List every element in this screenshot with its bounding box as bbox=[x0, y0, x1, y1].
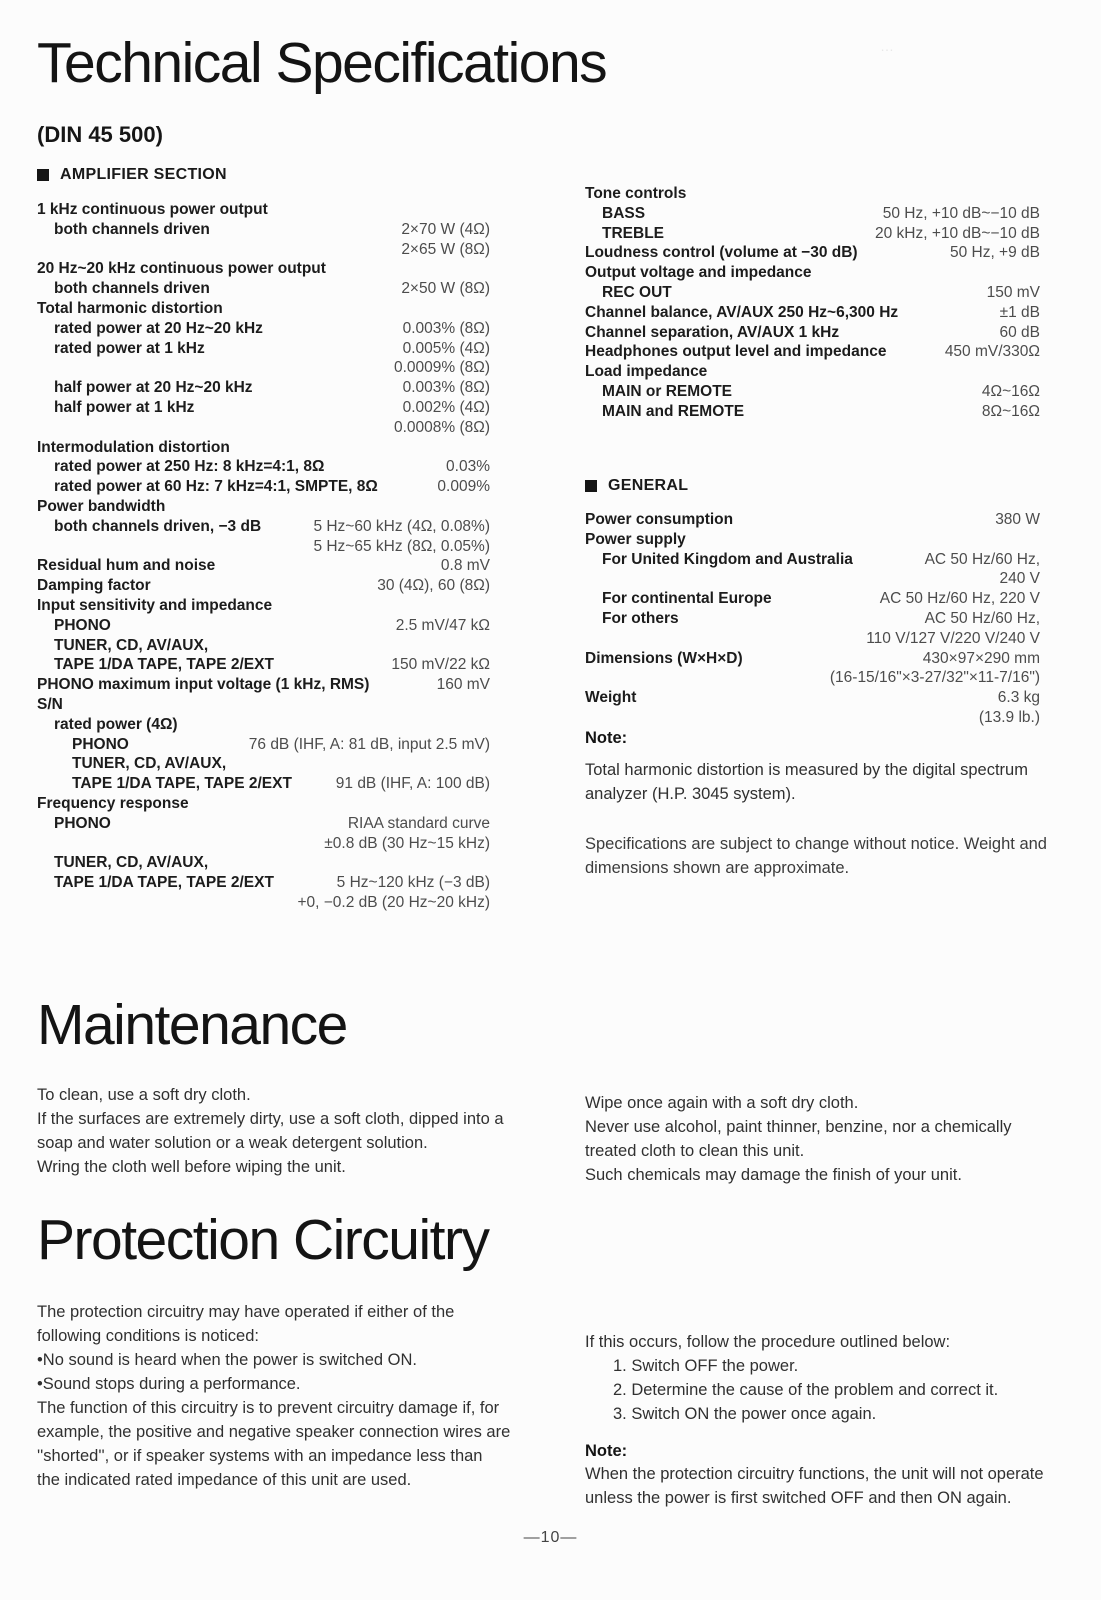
spec-row bbox=[37, 636, 490, 656]
text-line: •No sound is heard when the power is switched ON. bbox=[37, 1351, 417, 1369]
spec-label: Headphones output level and impedance bbox=[585, 343, 887, 361]
spec-row bbox=[37, 596, 490, 616]
spec-label: Frequency response bbox=[37, 794, 189, 812]
spec-label: half power at 1 kHz bbox=[54, 398, 195, 416]
spec-label: Total harmonic distortion bbox=[37, 299, 223, 317]
spec-value: (16-15/16"×3-27/32"×11-7/16") bbox=[829, 669, 1040, 687]
spec-row bbox=[37, 259, 490, 279]
spec-row bbox=[37, 556, 490, 576]
spec-label: Load impedance bbox=[585, 363, 708, 381]
maintenance-left-paragraph bbox=[37, 1083, 557, 1179]
spec-label: rated power (4Ω) bbox=[54, 715, 178, 733]
spec-label: MAIN and REMOTE bbox=[602, 402, 745, 420]
spec-value: 60 dB bbox=[999, 323, 1040, 341]
spec-label: PHONO bbox=[54, 814, 111, 832]
spec-row bbox=[37, 418, 490, 438]
spec-value: 380 W bbox=[995, 511, 1040, 528]
spec-row bbox=[37, 517, 490, 537]
spec-row bbox=[37, 695, 490, 715]
spec-value: +0, −0.2 dB (20 Hz~20 kHz) bbox=[297, 893, 490, 911]
text-line: 1. Switch OFF the power. bbox=[613, 1357, 799, 1375]
spec-label: Output voltage and impedance bbox=[585, 264, 812, 282]
text-line: Wring the cloth well before wiping the unit. bbox=[37, 1158, 346, 1176]
spec-row bbox=[585, 589, 1040, 609]
text-line: Total harmonic distortion is measured by the digital spectrum bbox=[585, 760, 1028, 779]
spec-label: TUNER, CD, AV/AUX, bbox=[72, 755, 227, 773]
spec-row bbox=[37, 893, 490, 913]
spec-value: 0.0008% (8Ω) bbox=[393, 418, 490, 436]
spec-row bbox=[37, 537, 490, 557]
spec-label: MAIN or REMOTE bbox=[602, 382, 733, 400]
spec-row bbox=[37, 774, 490, 794]
text-line: analyzer (H.P. 3045 system). bbox=[585, 784, 796, 803]
spec-row bbox=[585, 323, 1040, 343]
spec-row bbox=[37, 754, 490, 774]
spec-label: S/N bbox=[37, 695, 63, 713]
spec-row bbox=[585, 342, 1040, 362]
spec-row bbox=[37, 497, 490, 517]
spec-value: 430×97×290 mm bbox=[922, 649, 1040, 667]
spec-row bbox=[37, 240, 490, 260]
spec-label: BASS bbox=[602, 204, 646, 222]
text-line: treated cloth to clean this unit. bbox=[585, 1142, 805, 1160]
spec-value: 50 Hz, +9 dB bbox=[949, 244, 1040, 262]
spec-value: 91 dB (IHF, A: 100 dB) bbox=[335, 775, 490, 793]
spec-row bbox=[37, 279, 490, 299]
spec-row bbox=[585, 629, 1040, 649]
spec-label: For continental Europe bbox=[602, 590, 772, 608]
spec-value: 20 kHz, +10 dB~−10 dB bbox=[874, 224, 1040, 242]
spec-row bbox=[585, 402, 1040, 422]
spec-row bbox=[37, 675, 490, 695]
spec-label: Power bandwidth bbox=[37, 497, 166, 515]
din-standard-label: (DIN 45 500) bbox=[37, 122, 163, 147]
spec-row bbox=[585, 649, 1040, 669]
spec-label: Weight bbox=[585, 689, 637, 707]
protection-circuitry-title: Protection Circuitry bbox=[37, 1208, 489, 1272]
spec-label: 1 kHz continuous power output bbox=[37, 201, 268, 218]
spec-label: Input sensitivity and impedance bbox=[37, 596, 273, 614]
spec-row bbox=[37, 358, 490, 378]
text-line: dimensions shown are approximate. bbox=[585, 858, 850, 877]
spec-label: half power at 20 Hz~20 kHz bbox=[54, 379, 253, 397]
spec-row bbox=[37, 477, 490, 497]
spec-row bbox=[37, 814, 490, 834]
spec-value: 0.009% bbox=[437, 478, 490, 496]
amplifier-section-title: AMPLIFIER SECTION bbox=[60, 166, 227, 183]
text-line: •Sound stops during a performance. bbox=[37, 1375, 301, 1393]
spec-label: Residual hum and noise bbox=[37, 557, 216, 575]
text-line: 3. Switch ON the power once again. bbox=[613, 1405, 877, 1423]
spec-label: Dimensions (W×H×D) bbox=[585, 649, 743, 667]
spec-label: 20 Hz~20 kHz continuous power output bbox=[37, 260, 326, 278]
spec-row bbox=[37, 873, 490, 893]
spec-label: TAPE 1/DA TAPE, TAPE 2/EXT bbox=[72, 775, 292, 793]
text-line: The protection circuitry may have operated if either of the bbox=[37, 1303, 455, 1321]
spec-row bbox=[585, 204, 1040, 224]
text-line: Wipe once again with a soft dry cloth. bbox=[585, 1094, 859, 1112]
spec-label: rated power at 20 Hz~20 kHz bbox=[54, 319, 263, 337]
spec-row bbox=[37, 616, 490, 636]
spec-label: REC OUT bbox=[602, 283, 672, 301]
spec-label: TAPE 1/DA TAPE, TAPE 2/EXT bbox=[54, 656, 274, 674]
spec-value: 5 Hz~60 kHz (4Ω, 0.08%) bbox=[313, 517, 490, 535]
spec-value: 150 mV/22 kΩ bbox=[391, 656, 490, 674]
spec-value: AC 50 Hz/60 Hz, bbox=[924, 609, 1040, 627]
spec-label: Power consumption bbox=[585, 511, 734, 528]
spec-row bbox=[37, 319, 490, 339]
spec-label: Loudness control (volume at −30 dB) bbox=[585, 244, 858, 262]
spec-value: 8Ω~16Ω bbox=[981, 402, 1040, 420]
spec-value: 30 (4Ω), 60 (8Ω) bbox=[377, 577, 490, 595]
amplifier-specs-left-column bbox=[37, 200, 490, 913]
spec-row bbox=[37, 735, 490, 755]
spec-label: PHONO bbox=[72, 735, 129, 753]
spec-label: both channels driven, −3 dB bbox=[54, 517, 262, 535]
spec-value: 0.003% (8Ω) bbox=[402, 319, 490, 337]
protection-left-paragraph bbox=[37, 1300, 557, 1492]
spec-label: PHONO maximum input voltage (1 kHz, RMS) bbox=[37, 676, 370, 694]
text-line: Specifications are subject to change without notice. Weight and bbox=[585, 834, 1047, 853]
spec-value: (13.9 lb.) bbox=[978, 708, 1040, 726]
spec-row bbox=[37, 220, 490, 240]
spec-row bbox=[585, 303, 1040, 323]
text-line: If the surfaces are extremely dirty, use a soft cloth, dipped into a bbox=[37, 1110, 504, 1128]
text-line: Such chemicals may damage the finish of your unit. bbox=[585, 1166, 962, 1184]
spec-row bbox=[585, 184, 1040, 204]
spec-label: both channels driven bbox=[54, 220, 210, 238]
spec-row bbox=[585, 362, 1040, 382]
spec-label: TAPE 1/DA TAPE, TAPE 2/EXT bbox=[54, 874, 274, 892]
spec-label: PHONO bbox=[54, 616, 111, 634]
spec-row bbox=[37, 200, 490, 220]
spec-row bbox=[585, 243, 1040, 263]
spec-row bbox=[37, 794, 490, 814]
spec-row bbox=[585, 530, 1040, 550]
spec-value: 0.8 mV bbox=[440, 557, 490, 575]
maintenance-right-paragraph bbox=[585, 1091, 1065, 1187]
spec-row bbox=[37, 576, 490, 596]
spec-value: 150 mV bbox=[986, 283, 1040, 301]
specifications-disclaimer bbox=[585, 832, 1047, 880]
spec-row bbox=[37, 853, 490, 873]
spec-value: 76 dB (IHF, A: 81 dB, input 2.5 mV) bbox=[248, 735, 490, 753]
spec-value: 2×70 W (4Ω) bbox=[401, 220, 490, 238]
spec-value: 5 Hz~120 kHz (−3 dB) bbox=[336, 874, 490, 892]
page-number: —10— bbox=[523, 1529, 578, 1546]
spec-value: 0.002% (4Ω) bbox=[402, 398, 490, 416]
spec-row bbox=[37, 834, 490, 854]
spec-label: both channels driven bbox=[54, 280, 210, 298]
spec-label: Power supply bbox=[585, 530, 686, 548]
spec-row bbox=[37, 339, 490, 359]
protection-right-column bbox=[585, 1330, 1065, 1510]
general-section bbox=[585, 477, 1047, 880]
spec-value: 110 V/127 V/220 V/240 V bbox=[866, 629, 1040, 647]
spec-value: 2×65 W (8Ω) bbox=[401, 240, 490, 258]
spec-value: 2×50 W (8Ω) bbox=[401, 280, 490, 298]
spec-label: For United Kingdom and Australia bbox=[602, 550, 853, 568]
spec-value: 0.0009% (8Ω) bbox=[393, 359, 490, 377]
spec-row bbox=[585, 510, 1040, 530]
spec-row bbox=[37, 438, 490, 458]
spec-value: 4Ω~16Ω bbox=[981, 382, 1040, 400]
spec-label: For others bbox=[602, 609, 679, 627]
spec-value: 2.5 mV/47 kΩ bbox=[395, 616, 490, 634]
spec-value: 5 Hz~65 kHz (8Ω, 0.05%) bbox=[313, 537, 490, 555]
spec-value: 0.003% (8Ω) bbox=[402, 379, 490, 397]
spec-value: AC 50 Hz/60 Hz, bbox=[924, 550, 1040, 568]
spec-row bbox=[585, 688, 1040, 708]
spec-label: TREBLE bbox=[602, 224, 664, 242]
spec-value: 240 V bbox=[999, 570, 1040, 588]
section-square-icon bbox=[37, 169, 49, 181]
text-line: the indicated rated impedance of this unit are used. bbox=[37, 1471, 412, 1489]
protection-note-text bbox=[585, 1462, 1065, 1510]
text-line: soap and water solution or a weak detergent solution. bbox=[37, 1134, 428, 1152]
spec-row bbox=[37, 299, 490, 319]
spec-row bbox=[37, 655, 490, 675]
spec-row bbox=[585, 708, 1040, 728]
amplifier-specs-right-column bbox=[585, 184, 1040, 422]
text-line: When the protection circuitry functions, the unit will not operate bbox=[585, 1465, 1044, 1483]
general-note-text bbox=[585, 758, 1040, 806]
spec-value: 0.005% (4Ω) bbox=[402, 339, 490, 357]
text-line: 2. Determine the cause of the problem and correct it. bbox=[613, 1381, 999, 1399]
spec-row bbox=[37, 715, 490, 735]
general-section-heading bbox=[585, 477, 1040, 495]
spec-label: TUNER, CD, AV/AUX, bbox=[54, 854, 209, 872]
spec-row bbox=[585, 224, 1040, 244]
text-line: unless the power is first switched OFF and then ON again. bbox=[585, 1489, 1012, 1507]
text-line: example, the positive and negative speaker connection wires are bbox=[37, 1423, 511, 1441]
spec-row bbox=[585, 263, 1040, 283]
spec-value: RIAA standard curve bbox=[347, 814, 490, 832]
maintenance-title: Maintenance bbox=[37, 993, 347, 1057]
spec-value: 6.3 kg bbox=[997, 689, 1040, 707]
spec-value: 160 mV bbox=[436, 676, 490, 694]
protection-procedure-steps bbox=[585, 1354, 1065, 1426]
spec-label: Tone controls bbox=[585, 185, 687, 202]
protection-note-label: Note: bbox=[585, 1442, 628, 1460]
spec-value: 0.03% bbox=[446, 458, 490, 476]
spec-value: ±1 dB bbox=[999, 303, 1040, 321]
page-title: Technical Specifications bbox=[37, 31, 607, 95]
text-line: The function of this circuitry is to prevent circuitry damage if, for bbox=[37, 1399, 500, 1417]
spec-label: rated power at 60 Hz: 7 kHz=4:1, SMPTE, 8Ω bbox=[54, 478, 378, 496]
spec-label: Intermodulation distortion bbox=[37, 438, 230, 456]
scan-artifact: … bbox=[880, 38, 894, 54]
spec-label: rated power at 250 Hz: 8 kHz=4:1, 8Ω bbox=[54, 458, 325, 476]
spec-row bbox=[585, 668, 1040, 688]
spec-label: TUNER, CD, AV/AUX, bbox=[54, 636, 209, 654]
general-section-title: GENERAL bbox=[608, 477, 689, 494]
general-specs bbox=[585, 510, 1040, 728]
spec-row bbox=[585, 550, 1040, 570]
text-line: To clean, use a soft dry cloth. bbox=[37, 1086, 251, 1104]
spec-row bbox=[585, 382, 1040, 402]
spec-value: ±0.8 dB (30 Hz~15 kHz) bbox=[324, 834, 490, 852]
spec-label: rated power at 1 kHz bbox=[54, 339, 205, 357]
text-line: following conditions is noticed: bbox=[37, 1327, 259, 1345]
spec-row bbox=[585, 283, 1040, 303]
spec-row bbox=[37, 378, 490, 398]
spec-value: 450 mV/330Ω bbox=[944, 343, 1040, 361]
text-line: Never use alcohol, paint thinner, benzine, nor a chemically bbox=[585, 1118, 1012, 1136]
general-note-label: Note: bbox=[585, 728, 628, 747]
spec-label: Channel balance, AV/AUX 250 Hz~6,300 Hz bbox=[585, 303, 899, 321]
amplifier-section-heading bbox=[37, 166, 227, 184]
spec-value: AC 50 Hz/60 Hz, 220 V bbox=[879, 590, 1040, 608]
spec-row bbox=[37, 457, 490, 477]
spec-value: 50 Hz, +10 dB~−10 dB bbox=[882, 204, 1040, 222]
section-square-icon bbox=[585, 480, 597, 492]
spec-label: Damping factor bbox=[37, 577, 151, 595]
spec-label: Channel separation, AV/AUX 1 kHz bbox=[585, 323, 840, 341]
spec-row bbox=[585, 609, 1040, 629]
text-line: ''shorted'', or if speaker systems with an impedance less than bbox=[37, 1447, 483, 1465]
spec-row bbox=[37, 398, 490, 418]
spec-row bbox=[585, 569, 1040, 589]
protection-procedure-intro: If this occurs, follow the procedure outlined below: bbox=[585, 1333, 951, 1351]
